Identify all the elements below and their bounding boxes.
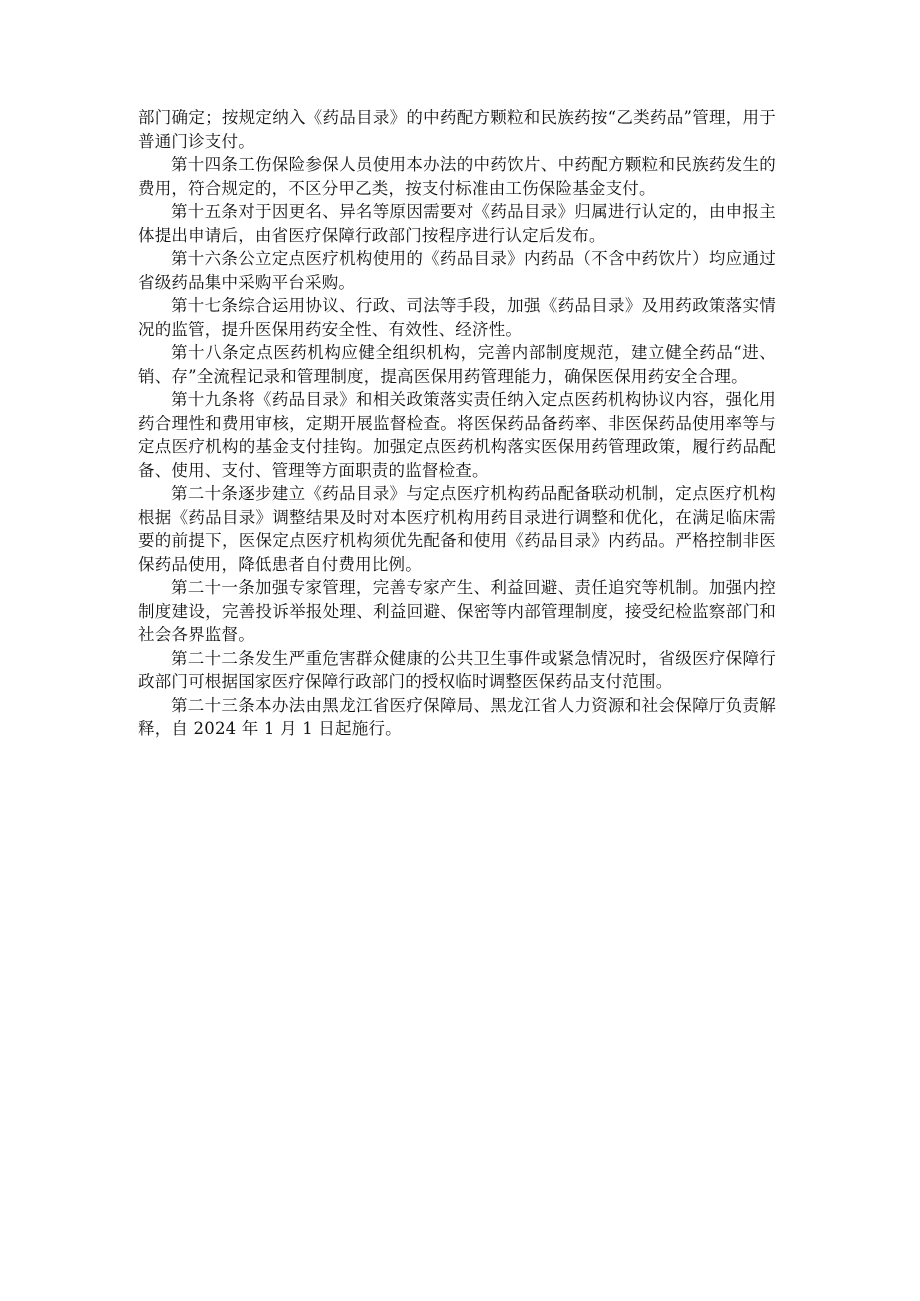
article-18: 第十八条定点医药机构应健全组织机构，完善内部制度规范，建立健全药品“进、销、存”全流程记录和管理制度，提高医保用药管理能力，确保医保用药安全合理。	[138, 343, 776, 386]
paragraph-continuation: 部门确定；按规定纳入《药品目录》的中药配方颗粒和民族药按“乙类药品”管理，用于普通门诊支付。	[138, 108, 776, 151]
article-23: 第二十三条本办法由黑龙江省医疗保障局、黑龙江省人力资源和社会保障厅负责解释，自 2024 年 1 月 1 日起施行。	[138, 695, 776, 738]
article-21: 第二十一条加强专家管理，完善专家产生、利益回避、责任追究等机制。加强内控制度建设，完善投诉举报处理、利益回避、保密等内部管理制度，接受纪检监察部门和社会各界监督。	[138, 578, 776, 644]
article-14: 第十四条工伤保险参保人员使用本办法的中药饮片、中药配方颗粒和民族药发生的费用，符合规定的，不区分甲乙类，按支付标准由工伤保险基金支付。	[138, 155, 776, 198]
article-20: 第二十条逐步建立《药品目录》与定点医疗机构药品配备联动机制，定点医疗机构根据《药品目录》调整结果及时对本医疗机构用药目录进行调整和优化，在满足临床需要的前提下，医保定点医疗机构须优先配备和使用《药品目录》内药品。严格控制非医保药品使用，降低患者自付费用比例。	[138, 484, 776, 574]
document-page	[138, 106, 776, 741]
article-15: 第十五条对于因更名、异名等原因需要对《药品目录》归属进行认定的，由申报主体提出申请后，由省医疗保障行政部门按程序进行认定后发布。	[138, 202, 776, 245]
article-22: 第二十二条发生严重危害群众健康的公共卫生事件或紧急情况时，省级医疗保障行政部门可根据国家医疗保障行政部门的授权临时调整医保药品支付范围。	[138, 648, 776, 691]
article-16: 第十六条公立定点医疗机构使用的《药品目录》内药品（不含中药饮片）均应通过省级药品集中采购平台采购。	[138, 249, 776, 292]
article-19: 第十九条将《药品目录》和相关政策落实责任纳入定点医药机构协议内容，强化用药合理性和费用审核，定期开展监督检查。将医保药品备药率、非医保药品使用率等与定点医疗机构的基金支付挂钩。加强定点医药机构落实医保用药管理政策，履行药品配备、使用、支付、管理等方面职责的监督检查。	[138, 390, 776, 480]
article-17: 第十七条综合运用协议、行政、司法等手段，加强《药品目录》及用药政策落实情况的监管，提升医保用药安全性、有效性、经济性。	[138, 296, 776, 339]
